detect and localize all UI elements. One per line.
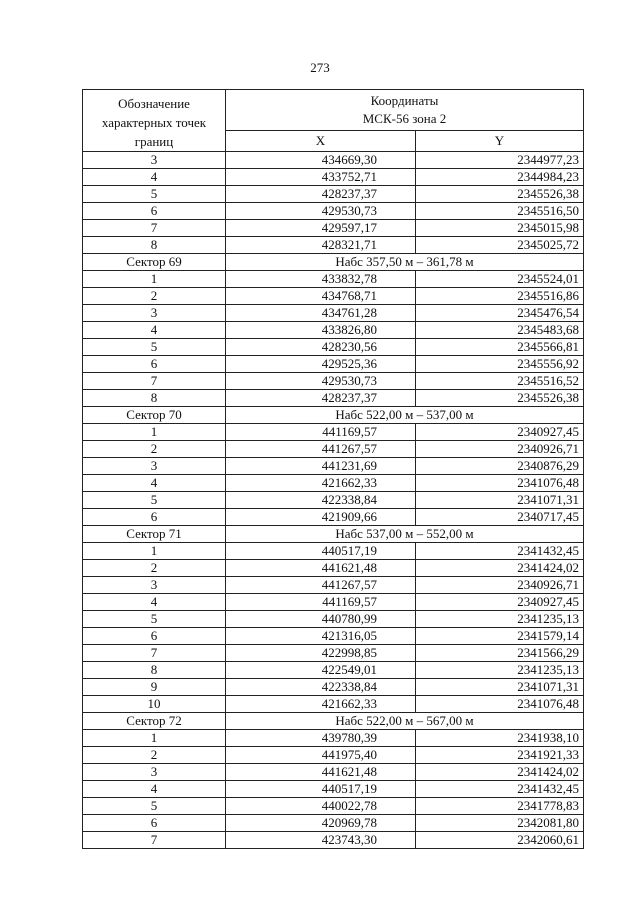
point-number: 4 — [83, 475, 226, 492]
y-coordinate: 2344977,23 — [416, 152, 584, 169]
points-column-header: Обозначение характерных точек границ — [83, 90, 226, 152]
y-coordinate: 2342060,61 — [416, 832, 584, 849]
table-row — [83, 373, 584, 390]
sector-height-range: Набс 522,00 м – 567,00 м — [226, 713, 584, 730]
y-coordinate: 2345516,52 — [416, 373, 584, 390]
y-coordinate: 2341071,31 — [416, 492, 584, 509]
y-coordinate: 2340926,71 — [416, 577, 584, 594]
table-row — [83, 628, 584, 645]
y-coordinate: 2341071,31 — [416, 679, 584, 696]
y-coordinate: 2345556,92 — [416, 356, 584, 373]
x-coordinate: 434768,71 — [226, 288, 416, 305]
table-row — [83, 662, 584, 679]
table-row — [83, 832, 584, 849]
y-coordinate: 2345524,01 — [416, 271, 584, 288]
y-coordinate: 2341076,48 — [416, 475, 584, 492]
table-row — [83, 356, 584, 373]
point-number: 1 — [83, 730, 226, 747]
point-number: 5 — [83, 492, 226, 509]
table-row — [83, 441, 584, 458]
point-number: 4 — [83, 169, 226, 186]
y-coordinate: 2345476,54 — [416, 305, 584, 322]
point-number: 7 — [83, 832, 226, 849]
point-number: 3 — [83, 305, 226, 322]
x-coordinate: 441169,57 — [226, 424, 416, 441]
y-column-header: Y — [416, 130, 584, 151]
x-coordinate: 441169,57 — [226, 594, 416, 611]
table-row — [83, 424, 584, 441]
x-coordinate: 429597,17 — [226, 220, 416, 237]
point-number: 2 — [83, 747, 226, 764]
x-coordinate: 441231,69 — [226, 458, 416, 475]
point-number: 9 — [83, 679, 226, 696]
table-row — [83, 577, 584, 594]
y-coordinate: 2340927,45 — [416, 424, 584, 441]
y-coordinate: 2341235,13 — [416, 611, 584, 628]
point-number: 5 — [83, 798, 226, 815]
x-coordinate: 433832,78 — [226, 271, 416, 288]
sector-height-range: Набс 357,50 м – 361,78 м — [226, 254, 584, 271]
x-coordinate: 440517,19 — [226, 543, 416, 560]
x-coordinate: 441267,57 — [226, 441, 416, 458]
x-coordinate: 440517,19 — [226, 781, 416, 798]
point-number: 8 — [83, 237, 226, 254]
sector-row — [83, 713, 584, 730]
table-row — [83, 764, 584, 781]
x-coordinate: 428230,56 — [226, 339, 416, 356]
table-row — [83, 475, 584, 492]
table-row — [83, 322, 584, 339]
sector-row — [83, 526, 584, 543]
point-number: 6 — [83, 203, 226, 220]
x-coordinate: 434669,30 — [226, 152, 416, 169]
x-coordinate: 441621,48 — [226, 764, 416, 781]
table-row — [83, 271, 584, 288]
point-number: 7 — [83, 373, 226, 390]
y-coordinate: 2345015,98 — [416, 220, 584, 237]
table-row — [83, 747, 584, 764]
table-row — [83, 458, 584, 475]
x-coordinate: 428237,37 — [226, 390, 416, 407]
table-row — [83, 390, 584, 407]
point-number: 7 — [83, 220, 226, 237]
x-coordinate: 428237,37 — [226, 186, 416, 203]
table-row — [83, 696, 584, 713]
y-coordinate: 2340927,45 — [416, 594, 584, 611]
point-number: 6 — [83, 509, 226, 526]
table-row — [83, 730, 584, 747]
y-coordinate: 2340876,29 — [416, 458, 584, 475]
table-row — [83, 305, 584, 322]
table-row — [83, 645, 584, 662]
x-coordinate: 441267,57 — [226, 577, 416, 594]
point-number: 3 — [83, 152, 226, 169]
point-number: 6 — [83, 356, 226, 373]
x-coordinate: 429530,73 — [226, 203, 416, 220]
point-number: 5 — [83, 611, 226, 628]
point-number: 4 — [83, 594, 226, 611]
x-coordinate: 422998,85 — [226, 645, 416, 662]
x-coordinate: 433752,71 — [226, 169, 416, 186]
table-body — [83, 152, 584, 849]
table-row — [83, 288, 584, 305]
y-coordinate: 2341076,48 — [416, 696, 584, 713]
x-coordinate: 420969,78 — [226, 815, 416, 832]
y-coordinate: 2340717,45 — [416, 509, 584, 526]
y-coordinate: 2341938,10 — [416, 730, 584, 747]
x-coordinate: 421316,05 — [226, 628, 416, 645]
x-coordinate: 441975,40 — [226, 747, 416, 764]
x-column-header: X — [226, 130, 416, 151]
table-row — [83, 339, 584, 356]
x-coordinate: 439780,39 — [226, 730, 416, 747]
y-coordinate: 2345516,50 — [416, 203, 584, 220]
table-row — [83, 798, 584, 815]
y-coordinate: 2341778,83 — [416, 798, 584, 815]
point-number: 5 — [83, 186, 226, 203]
y-coordinate: 2344984,23 — [416, 169, 584, 186]
x-coordinate: 428321,71 — [226, 237, 416, 254]
x-coordinate: 422549,01 — [226, 662, 416, 679]
y-coordinate: 2345526,38 — [416, 186, 584, 203]
point-number: 10 — [83, 696, 226, 713]
table-row — [83, 543, 584, 560]
table-row — [83, 781, 584, 798]
x-coordinate: 423743,30 — [226, 832, 416, 849]
table-row — [83, 203, 584, 220]
sector-height-range: Набс 537,00 м – 552,00 м — [226, 526, 584, 543]
y-coordinate: 2341424,02 — [416, 764, 584, 781]
y-coordinate: 2345483,68 — [416, 322, 584, 339]
y-coordinate: 2345526,38 — [416, 390, 584, 407]
y-coordinate: 2341432,45 — [416, 543, 584, 560]
sector-name: Сектор 69 — [83, 254, 226, 271]
x-coordinate: 421909,66 — [226, 509, 416, 526]
table-row — [83, 594, 584, 611]
y-coordinate: 2341579,14 — [416, 628, 584, 645]
table-row — [83, 560, 584, 577]
sector-name: Сектор 72 — [83, 713, 226, 730]
point-number: 2 — [83, 560, 226, 577]
table-row — [83, 492, 584, 509]
sector-height-range: Набс 522,00 м – 537,00 м — [226, 407, 584, 424]
sector-name: Сектор 70 — [83, 407, 226, 424]
point-number: 1 — [83, 424, 226, 441]
sector-name: Сектор 71 — [83, 526, 226, 543]
point-number: 6 — [83, 628, 226, 645]
table-row — [83, 509, 584, 526]
table-row — [83, 679, 584, 696]
y-coordinate: 2341566,29 — [416, 645, 584, 662]
y-coordinate: 2341424,02 — [416, 560, 584, 577]
table-row — [83, 152, 584, 169]
x-coordinate: 440022,78 — [226, 798, 416, 815]
point-number: 3 — [83, 458, 226, 475]
x-coordinate: 422338,84 — [226, 492, 416, 509]
table-row — [83, 237, 584, 254]
point-number: 8 — [83, 662, 226, 679]
x-coordinate: 421662,33 — [226, 696, 416, 713]
y-coordinate: 2345516,86 — [416, 288, 584, 305]
sector-row — [83, 407, 584, 424]
x-coordinate: 433826,80 — [226, 322, 416, 339]
coordinates-title: Координаты — [370, 92, 439, 108]
y-coordinate: 2340926,71 — [416, 441, 584, 458]
point-number: 2 — [83, 441, 226, 458]
y-coordinate: 2342081,80 — [416, 815, 584, 832]
point-number: 5 — [83, 339, 226, 356]
point-number: 2 — [83, 288, 226, 305]
table-row — [83, 186, 584, 203]
point-number: 3 — [83, 764, 226, 781]
point-number: 4 — [83, 322, 226, 339]
point-number: 8 — [83, 390, 226, 407]
table-header — [83, 90, 584, 152]
x-coordinate: 441621,48 — [226, 560, 416, 577]
y-coordinate: 2345025,72 — [416, 237, 584, 254]
x-coordinate: 429530,73 — [226, 373, 416, 390]
point-number: 7 — [83, 645, 226, 662]
page-number: 273 — [310, 60, 330, 75]
point-number: 3 — [83, 577, 226, 594]
table-row — [83, 220, 584, 237]
y-coordinate: 2341921,33 — [416, 747, 584, 764]
point-number: 4 — [83, 781, 226, 798]
x-coordinate: 421662,33 — [226, 475, 416, 492]
y-coordinate: 2341432,45 — [416, 781, 584, 798]
coordinate-system-label: МСК-56 зона 2 — [362, 110, 447, 126]
point-number: 6 — [83, 815, 226, 832]
point-number: 1 — [83, 271, 226, 288]
table-row — [83, 169, 584, 186]
y-coordinate: 2341235,13 — [416, 662, 584, 679]
sector-row — [83, 254, 584, 271]
coordinates-table — [82, 89, 584, 849]
y-coordinate: 2345566,81 — [416, 339, 584, 356]
x-coordinate: 422338,84 — [226, 679, 416, 696]
point-number: 1 — [83, 543, 226, 560]
table-row — [83, 611, 584, 628]
x-coordinate: 434761,28 — [226, 305, 416, 322]
x-coordinate: 429525,36 — [226, 356, 416, 373]
table-row — [83, 815, 584, 832]
coordinates-column-header — [226, 90, 584, 131]
x-coordinate: 440780,99 — [226, 611, 416, 628]
